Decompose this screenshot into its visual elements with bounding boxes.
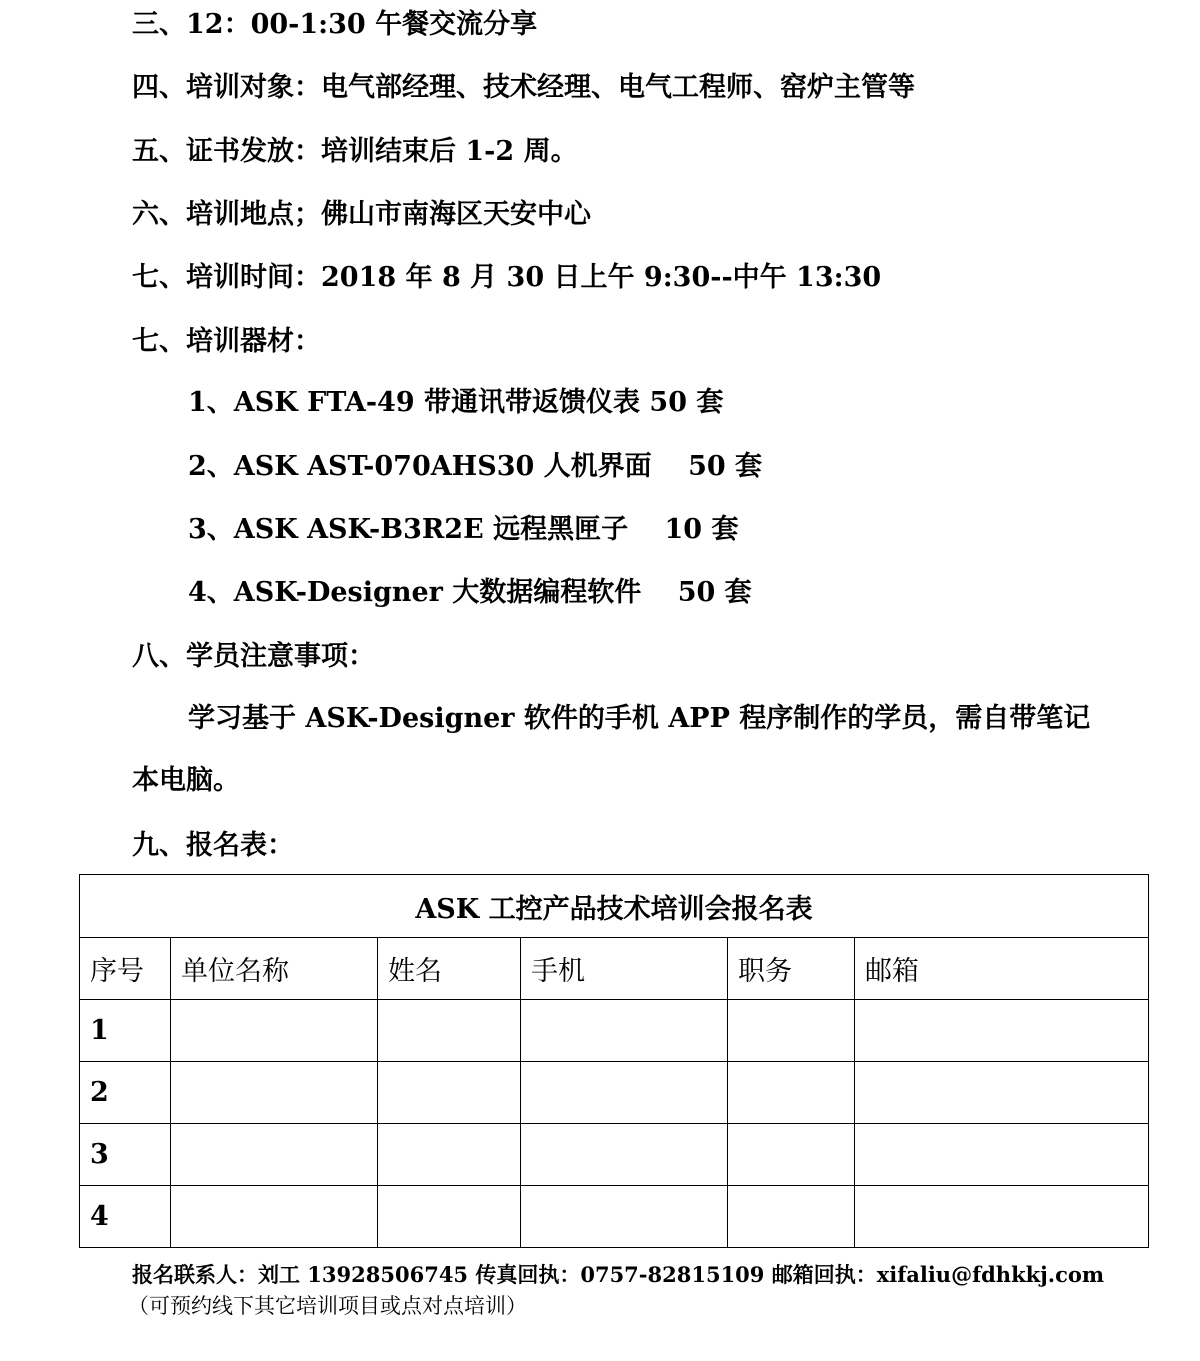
cell-name[interactable] [378,1124,521,1186]
cell-company[interactable] [171,1062,378,1124]
cell-position[interactable] [728,1062,855,1124]
table-row [80,1000,1149,1062]
footer-note: （可预约线下其它培训项目或点对点培训） [128,1294,527,1318]
cell-name[interactable] [378,1186,521,1248]
header-name: 姓名 [378,938,521,1000]
line-equipment-2: 2、ASK AST-070AHS30 人机界面 50 套 [188,451,763,482]
header-serial: 序号 [80,938,171,1000]
table-row [80,1186,1149,1248]
line-certificate: 五、证书发放：培训结束后 1-2 周。 [132,136,578,167]
line-equipment-4: 4、ASK-Designer 大数据编程软件 50 套 [188,577,752,608]
cell-position[interactable] [728,1000,855,1062]
row-number: 2 [80,1062,171,1124]
footer-contact: 报名联系人：刘工 13928506745 传真回执：0757-82815109 邮箱回执：xifaliu@fdhkkj.com [132,1262,1105,1287]
line-notes-body-cont: 本电脑。 [132,765,240,796]
table-header-row [80,938,1149,1000]
line-equipment-heading: 七、培训器材： [132,326,321,357]
cell-phone[interactable] [521,1186,728,1248]
line-notes-body: 学习基于 ASK-Designer 软件的手机 APP 程序制作的学员，需自带笔记 [188,703,1091,734]
line-signup-heading: 九、报名表： [132,830,294,861]
table-row [80,1124,1149,1186]
cell-company[interactable] [171,1000,378,1062]
line-location: 六、培训地点；佛山市南海区天安中心 [132,199,591,230]
table-title: ASK 工控产品技术培训会报名表 [80,875,1149,938]
line-notes-heading: 八、学员注意事项： [132,641,375,672]
row-number: 1 [80,1000,171,1062]
cell-phone[interactable] [521,1062,728,1124]
line-equipment-3: 3、ASK ASK-B3R2E 远程黑匣子 10 套 [188,514,739,545]
cell-phone[interactable] [521,1000,728,1062]
header-email: 邮箱 [855,938,1149,1000]
cell-email[interactable] [855,1062,1149,1124]
cell-company[interactable] [171,1124,378,1186]
table-title-row [80,875,1149,938]
cell-email[interactable] [855,1000,1149,1062]
cell-email[interactable] [855,1186,1149,1248]
cell-email[interactable] [855,1124,1149,1186]
table-row [80,1062,1149,1124]
cell-phone[interactable] [521,1124,728,1186]
cell-company[interactable] [171,1186,378,1248]
cell-position[interactable] [728,1186,855,1248]
header-phone: 手机 [521,938,728,1000]
cell-name[interactable] [378,1062,521,1124]
line-time: 七、培训时间：2018 年 8 月 30 日上午 9:30--中午 13:30 [132,262,882,293]
row-number: 4 [80,1186,171,1248]
row-number: 3 [80,1124,171,1186]
line-audience: 四、培训对象：电气部经理、技术经理、电气工程师、窑炉主管等 [132,72,915,103]
header-company: 单位名称 [171,938,378,1000]
cell-name[interactable] [378,1000,521,1062]
header-position: 职务 [728,938,855,1000]
line-equipment-1: 1、ASK FTA-49 带通讯带返馈仪表 50 套 [188,387,724,418]
signup-table [79,874,1149,1248]
line-lunch: 三、12：00-1:30 午餐交流分享 [132,9,538,40]
cell-position[interactable] [728,1124,855,1186]
